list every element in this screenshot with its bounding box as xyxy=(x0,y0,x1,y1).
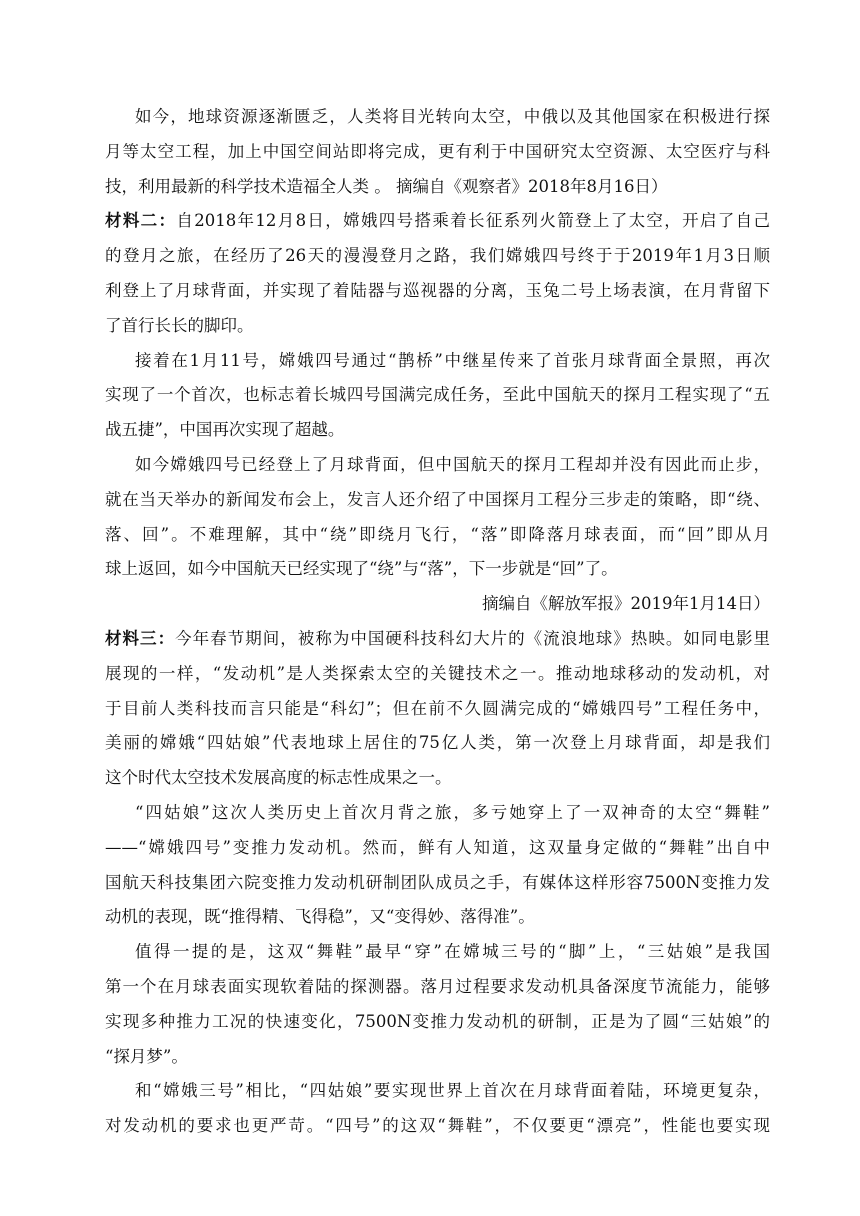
text-line: 接着在1月11号，嫦娥四号通过“鹊桥”中继星传来了首张月球背面全景照，再次 xyxy=(135,350,770,370)
text-line-content: 今年春节期间，被称为中国硬科技科幻大片的《流浪地球》热映。如同电影里 xyxy=(175,628,771,648)
text-line: 第一个在月球表面实现软着陆的探测器。落月过程要求发动机具备深度节流能力，能够 xyxy=(105,976,770,996)
source-citation: 摘编自《解放军报》2019年1月14日） xyxy=(482,594,770,614)
text-line: 实现了一个首次，也标志着长城四号国满完成任务，至此中国航天的探月工程实现了“五 xyxy=(105,385,770,405)
text-line: 动机的表现，既“推得精、飞得稳”，又“变得妙、落得准”。 xyxy=(105,907,535,927)
text-line: 如今，地球资源逐渐匮乏，人类将目光转向太空，中俄以及其他国家在积极进行探 xyxy=(135,107,770,126)
text-line: “四姑娘”这次人类历史上首次月背之旅，多亏她穿上了一双神奇的太空“舞鞋” xyxy=(135,802,770,822)
text-line: 于目前人类科技而言只能是“科幻”；但在前不久圆满完成的“嫦娥四号”工程任务中， xyxy=(105,698,770,718)
text-line: 和“嫦娥三号”相比，“四姑娘”要实现世界上首次在月球背面着陆，环境更复杂， xyxy=(135,1081,770,1101)
text-line: “探月梦”。 xyxy=(105,1046,188,1066)
text-line: 展现的一样，“发动机”是人类探索太空的关键技术之一。推动地球移动的发动机，对 xyxy=(105,663,770,683)
text-line: 国航天科技集团六院变推力发动机研制团队成员之手，有媒体这样形容7500N变推力发 xyxy=(105,872,770,892)
text-line xyxy=(105,622,770,657)
text-line: ——“嫦娥四号”变推力发动机。然而，鲜有人知道，这双量身定做的“舞鞋”出自中 xyxy=(105,837,770,857)
text-line: 技，利用最新的科学技术造福全人类 。 摘编自《观察者》2018年8月16日） xyxy=(105,176,668,196)
text-line: 战五捷”，中国再次实现了超越。 xyxy=(105,420,345,440)
text-line: 的登月之旅，在经历了26天的漫漫登月之路，我们嫦娥四号终于于2019年1月3日顺 xyxy=(105,246,770,266)
text-line: 如今嫦娥四号已经登上了月球背面，但中国航天的探月工程却并没有因此而止步， xyxy=(135,454,770,474)
text-line: 了首行长长的脚印。 xyxy=(105,315,254,335)
text-line xyxy=(105,204,770,239)
text-line: 对发动机的要求也更严苛。“四号”的这双“舞鞋”，不仅要更“漂亮”，性能也要实现 xyxy=(105,1116,770,1136)
text-line: 这个时代太空技术发展高度的标志性成果之一。 xyxy=(105,768,452,788)
text-line: 利登上了月球背面，并实现了着陆器与巡视器的分离，玉兔二号上场表演，在月背留下 xyxy=(105,280,770,300)
document-page xyxy=(105,100,770,1144)
text-line: 实现多种推力工况的快速变化，7500N变推力发动机的研制，正是为了圆“三姑娘”的 xyxy=(105,1011,770,1031)
text-line: 就在当天举办的新闻发布会上，发言人还介绍了中国探月工程分三步走的策略，即“绕、 xyxy=(105,489,770,509)
material-label: 材料三： xyxy=(105,628,176,648)
text-line: 月等太空工程，加上中国空间站即将完成，更有利于中国研究太空资源、太空医疗与科 xyxy=(105,141,770,161)
text-line-content: 自2018年12月8日，嫦娥四号搭乘着长征系列火箭登上了太空，开启了自己 xyxy=(176,211,770,231)
text-line: 美丽的嫦娥“四姑娘”代表地球上居住的75亿人类，第一次登上月球背面，却是我们 xyxy=(105,733,770,753)
text-line: 值得一提的是，这双“舞鞋”最早“穿”在嫦城三号的“脚”上，“三姑娘”是我国 xyxy=(135,942,770,962)
text-line: 球上返回，如今中国航天已经实现了“绕”与“落”，下一步就是“回”了。 xyxy=(105,559,618,579)
material-label: 材料二： xyxy=(105,211,177,231)
text-line: 落、回”。不难理解，其中“绕”即绕月飞行，“落”即降落月球表面，而“回”即从月 xyxy=(105,524,770,544)
